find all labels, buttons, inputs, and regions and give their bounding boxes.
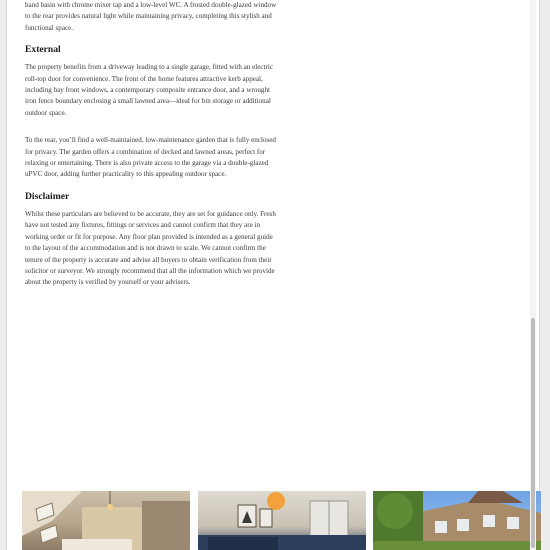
listing-page xyxy=(6,0,540,550)
intro-paragraph-tail: hand basin with chrome mixer tap and a low-level WC. A frosted double-glazed window to the rear provides natural light while maintaining privacy, completing this stylish and functional space. xyxy=(25,1,277,32)
house-exterior-photo-image xyxy=(373,491,541,550)
property-description xyxy=(25,0,277,299)
external-paragraph-rear: To the rear, you’ll find a well-maintained, low-maintenance garden that is fully enclosed for privacy. The garden offers a combination of decked and lawned areas, perfect for relaxing or entertaining. There is also private access to the garage via a double-glazed uPVC door, adding further practicality to this appealing outdoor space. xyxy=(25,136,276,179)
scrollbar-thumb[interactable] xyxy=(531,318,535,548)
gallery-photo-bedroom[interactable] xyxy=(22,491,190,550)
disclaimer-paragraph: Whilst these particulars are believed to be accurate, they are set for guidance only. Fresh have not tested any fixtures, fittings or services and cannot confirm that they are in working order or fit for purpose. Any floor plan provided is intended as a general guide to the layout of the accommodation and is not drawn to scale. We cannot confirm the tenure of the property is accurate and advise all buyers to obtain verification from their solicitor or surveyor. We strongly recommend that all the information which we provide about the property is verified by yourself or your advisers. xyxy=(25,209,276,287)
gallery-photo-exterior[interactable] xyxy=(373,491,541,550)
bedroom-photo-image xyxy=(22,491,190,550)
living-room-photo-image xyxy=(198,491,366,550)
disclaimer-heading: Disclaimer xyxy=(25,190,70,202)
external-heading: External xyxy=(25,44,61,56)
gallery-photo-living-room[interactable] xyxy=(198,491,366,550)
external-paragraph-front: The property benefits from a driveway leading to a single garage, fitted with an electric roll-top door for convenience. The front of the home features attractive kerb appeal, including bay front windows, a contemporary composite entrance door, and a wrought iron fence boundary enclosing a small lawned area—ideal for bin storage or additional outdoor space. xyxy=(25,63,273,117)
photo-gallery xyxy=(22,491,542,550)
vertical-scrollbar[interactable] xyxy=(530,0,536,550)
